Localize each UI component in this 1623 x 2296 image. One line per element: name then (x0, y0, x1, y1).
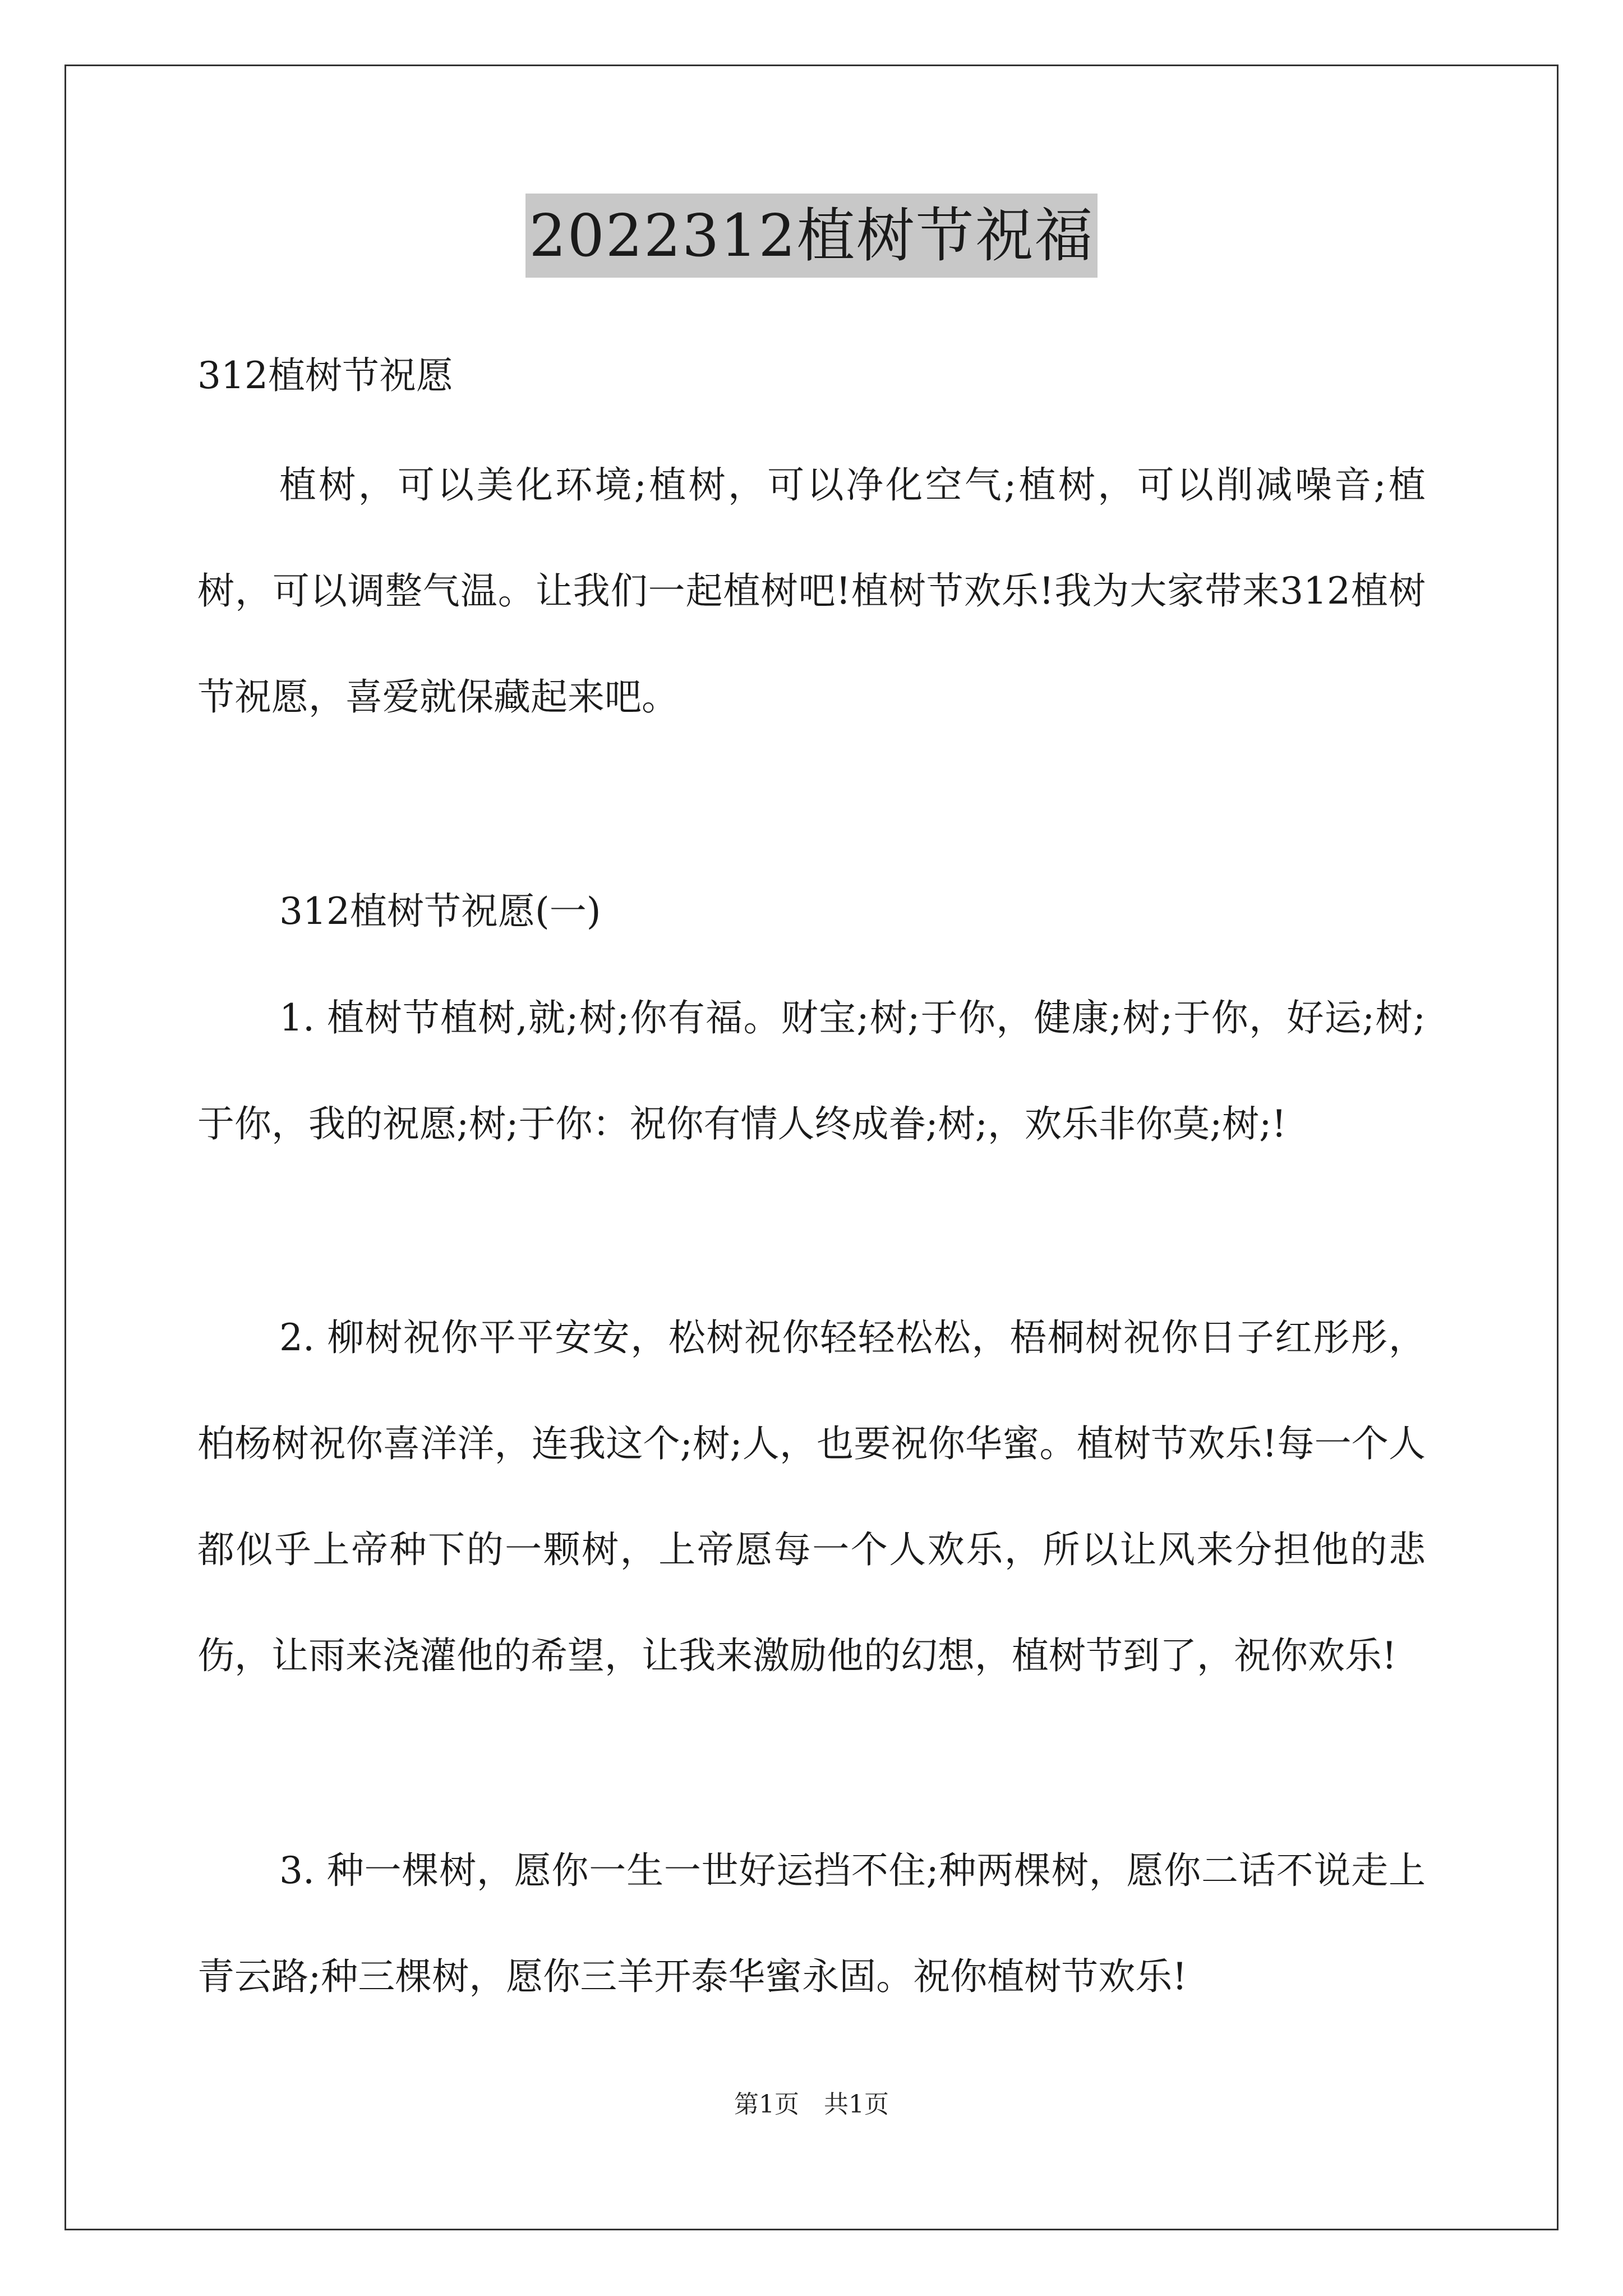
subheading: 312植树节祝愿(一) (279, 890, 601, 933)
page-footer: 第1页 共1页 (734, 2090, 889, 2119)
wish-item-3: 3. 种一棵树，愿你一生一世好运挡不住;种两棵树，愿你二话不说走上青云路;种三棵树，愿你三羊开泰华蜜永固。祝你植树节欢乐! (197, 1849, 1426, 1998)
wish-item-1: 1. 植树节植树,就;树;你有福。财宝;树;于你，健康;树;于你，好运;树;于你，我的祝愿;树;于你：祝你有情人终成眷;树;，欢乐非你莫;树;! (197, 996, 1426, 1145)
document-title: 2022312植树节祝福 (525, 194, 1097, 278)
title-container (0, 194, 1623, 278)
intro-paragraph: 植树，可以美化环境;植树，可以净化空气;植树，可以削减噪音;植树，可以调整气温。让我们一起植树吧!植树节欢乐!我为大家带来312植树节祝愿，喜爱就保藏起来吧。 (197, 463, 1426, 719)
wish-item-2: 2. 柳树祝你平平安安，松树祝你轻轻松松，梧桐树祝你日子红彤彤，柏杨树祝你喜洋洋，连我这个;树;人，也要祝你华蜜。植树节欢乐!每一个人都似乎上帝种下的一颗树，上帝愿每一个人欢乐，所以让风来分担他的悲伤，让雨来浇灌他的希望，让我来激励他的幻想，植树节到了，祝你欢乐! (197, 1316, 1426, 1677)
section-heading: 312植树节祝愿 (197, 354, 453, 397)
